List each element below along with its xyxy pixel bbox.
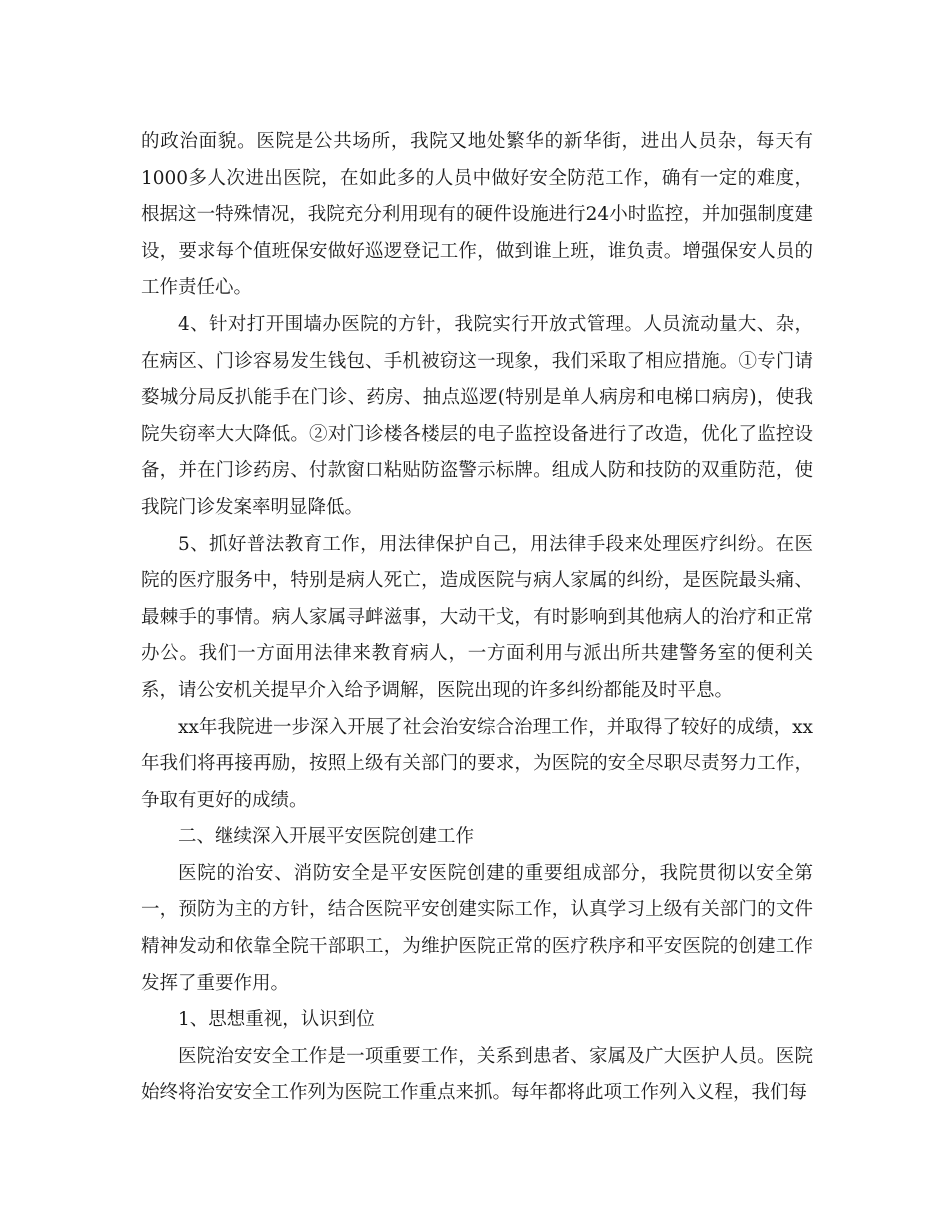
- paragraph-2: 4、针对打开围墙办医院的方针，我院实行开放式管理。人员流动量大、杂，在病区、门诊容易发生钱包、手机被窃这一现象，我们采取了相应措施。①专门请婺城分局反扒能手在门诊、药房、抽点巡逻(特别是单人病房和电梯口病房)，使我院失窃率大大降低。②对门诊楼各楼层的电子监控设备进行了改造，优化了监控设备，并在门诊药房、付款窗口粘贴防盗警示标牌。组成人防和技防的双重防范，使我院门诊发案率明显降低。: [141, 313, 813, 518]
- document-body: [141, 124, 813, 1112]
- subsection-heading-1: 1、思想重视，认识到位: [178, 1009, 375, 1031]
- paragraph-6: 医院治安安全工作是一项重要工作，关系到患者、家属及广大医护人员。医院始终将治安安全工作列为医院工作重点来抓。每年都将此项工作列入义程，我们每: [141, 1045, 813, 1104]
- paragraph-4: xx年我院进一步深入开展了社会治安综合治理工作，并取得了较好的成绩，xx年我们将再接再励，按照上级有关部门的要求，为医院的安全尽职尽责努力工作，争取有更好的成绩。: [141, 716, 813, 811]
- section-heading-2: 二、继续深入开展平安医院创建工作: [178, 826, 475, 848]
- paragraph-3: 5、抓好普法教育工作，用法律保护自己，用法律手段来处理医疗纠纷。在医院的医疗服务中，特别是病人死亡，造成医院与病人家属的纠纷，是医院最头痛、最棘手的事情。病人家属寻衅滋事，大动干戈，有时影响到其他病人的治疗和正常办公。我们一方面用法律来教育病人，一方面利用与派出所共建警务室的便利关系，请公安机关提早介入给予调解，医院出现的许多纠纷都能及时平息。: [141, 533, 813, 701]
- paragraph-5: 医院的治安、消防安全是平安医院创建的重要组成部分，我院贯彻以安全第一，预防为主的方针，结合医院平安创建实际工作，认真学习上级有关部门的文件精神发动和依靠全院干部职工，为维护医院正常的医疗秩序和平安医院的创建工作发挥了重要作用。: [141, 862, 813, 994]
- paragraph-1: 的政治面貌。医院是公共场所，我院又地处繁华的新华街，进出人员杂，每天有1000多人次进出医院，在如此多的人员中做好安全防范工作，确有一定的难度，根据这一特殊情况，我院充分利用现有的硬件设施进行24小时监控，并加强制度建设，要求每个值班保安做好巡逻登记工作，做到谁上班，谁负责。增强保安人员的工作责任心。: [141, 131, 813, 299]
